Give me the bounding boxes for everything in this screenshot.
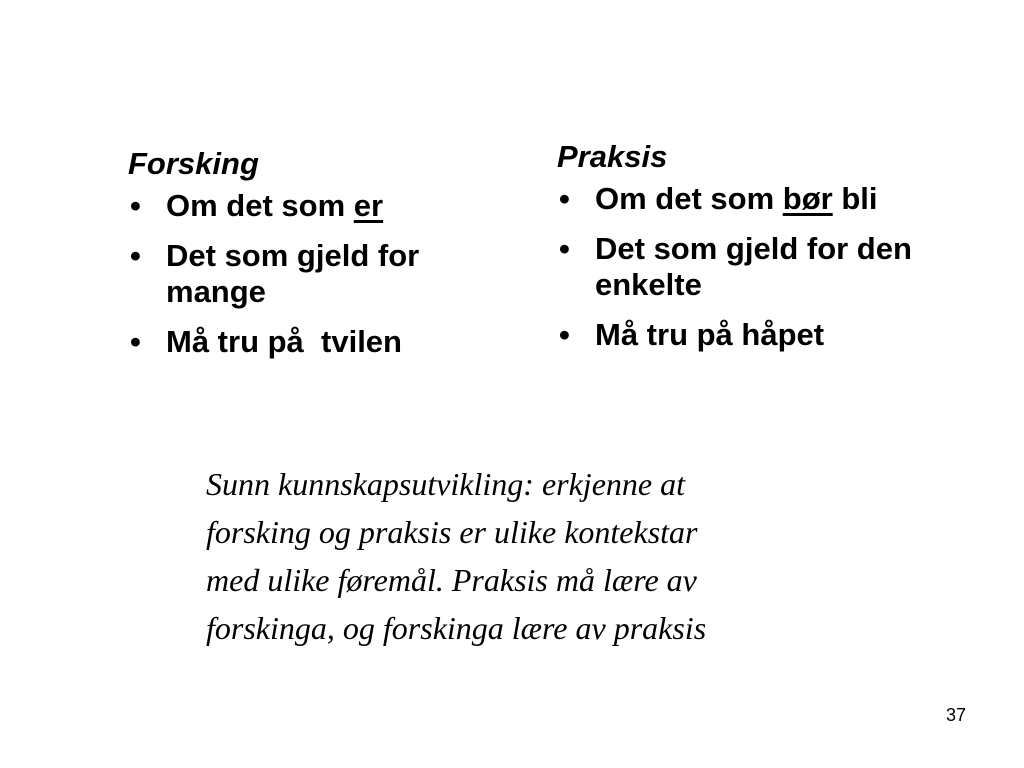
bullet-icon: •	[130, 324, 141, 359]
bullet-icon: •	[559, 231, 570, 266]
conclusion-line: forsking og praksis er ulike kontekstar	[206, 514, 698, 550]
research-bullet-item	[128, 188, 508, 224]
conclusion-line: forskinga, og forskinga lære av praksis	[206, 610, 707, 646]
research-column	[128, 146, 508, 374]
conclusion-line: med ulike føremål. Praksis må lære av	[206, 562, 697, 598]
practice-column	[557, 139, 977, 367]
bullet-icon: •	[130, 238, 141, 273]
practice-bullet-item	[557, 231, 977, 303]
underlined-word: bør	[782, 181, 833, 216]
bullet-text: Det som gjeld for mange	[166, 238, 420, 309]
conclusion-statement	[206, 460, 846, 652]
research-heading: Forsking	[128, 146, 259, 181]
underlined-word: er	[353, 188, 384, 223]
practice-bullet-item	[557, 317, 977, 353]
practice-heading: Praksis	[557, 139, 668, 174]
research-bullet-list	[128, 188, 508, 360]
bullet-text: Må tru på håpet	[595, 317, 825, 352]
research-bullet-item	[128, 238, 508, 310]
conclusion-line: Sunn kunnskapsutvikling: erkjenne at	[206, 466, 685, 502]
research-bullet-item	[128, 324, 508, 360]
bullet-icon: •	[130, 188, 141, 223]
bullet-icon: •	[559, 181, 570, 216]
bullet-text: Må tru på tvilen	[166, 324, 402, 359]
practice-bullet-list	[557, 181, 977, 353]
bullet-icon: •	[559, 317, 570, 352]
slide-number: 37	[945, 705, 966, 725]
bullet-text: Det som gjeld for den enkelte	[595, 231, 912, 302]
bullet-text: Om det som er	[166, 188, 384, 223]
practice-bullet-item	[557, 181, 977, 217]
bullet-text: Om det som bør bli	[595, 181, 878, 216]
